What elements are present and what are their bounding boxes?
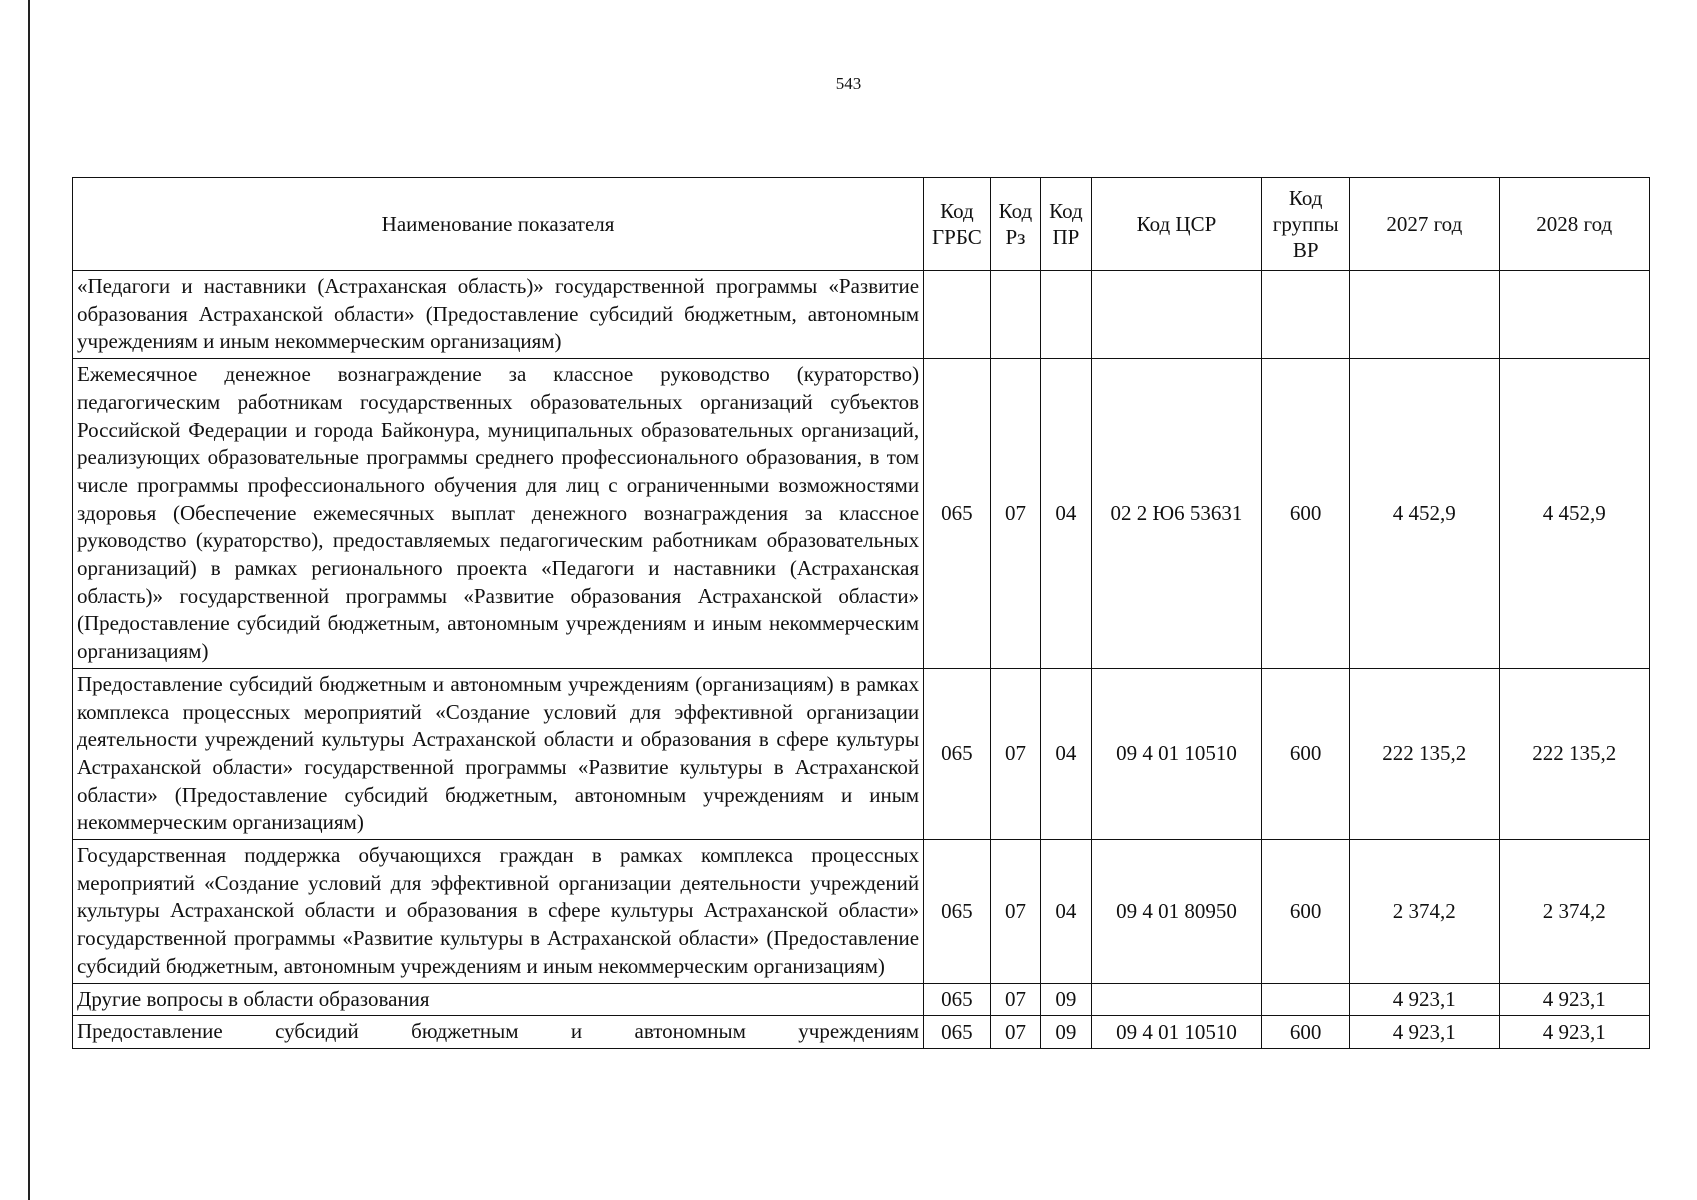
header-name: Наименование показателя <box>73 178 924 271</box>
header-csr: Код ЦСР <box>1091 178 1262 271</box>
page-number: 543 <box>835 74 862 93</box>
table-row <box>73 359 1650 669</box>
row-pr: 09 <box>1041 983 1091 1016</box>
table-row <box>73 983 1650 1016</box>
row-rz: 07 <box>990 983 1040 1016</box>
row-2027: 4 923,1 <box>1350 1016 1499 1049</box>
row-2028 <box>1499 271 1650 359</box>
budget-table <box>72 177 1650 1049</box>
row-vr: 600 <box>1262 1016 1350 1049</box>
row-grbs: 065 <box>924 983 991 1016</box>
header-year-2028: 2028 год <box>1499 178 1650 271</box>
row-name: Другие вопросы в области образования <box>73 983 924 1016</box>
row-csr: 02 2 Ю6 53631 <box>1091 359 1262 669</box>
row-2027: 2 374,2 <box>1350 840 1499 984</box>
row-pr: 04 <box>1041 840 1091 984</box>
row-name: «Педагоги и наставники (Астраханская область)» государственной программы «Развитие образования Астраханской области» (Предоставление субсидий бюджетным, автономным учреждениям и иным некоммерческим организациям) <box>73 271 924 359</box>
header-grbs: Код ГРБС <box>924 178 991 271</box>
row-grbs: 065 <box>924 840 991 984</box>
row-grbs: 065 <box>924 359 991 669</box>
row-grbs: 065 <box>924 1016 991 1049</box>
row-2028: 4 923,1 <box>1499 1016 1650 1049</box>
row-2028: 4 452,9 <box>1499 359 1650 669</box>
row-vr: 600 <box>1262 359 1350 669</box>
row-vr <box>1262 983 1350 1016</box>
row-vr: 600 <box>1262 840 1350 984</box>
row-name: Предоставление субсидий бюджетным и автономным учреждениям (организациям) в рамках комплекса процессных мероприятий «Создание условий для эффективной организации деятельности учреждений культуры Астраханской области и образования в сфере культуры Астраханской области» государственной программы «Развитие культуры в Астраханской области» (Предоставление субсидий бюджетным, автономным учреждениям и иным некоммерческим организациям) <box>73 668 924 839</box>
row-name: Ежемесячное денежное вознаграждение за классное руководство (кураторство) педагогическим работникам государственных образовательных организаций субъектов Российской Федерации и города Байконура, муниципальных образовательных организаций, реализующих образовательные программы среднего профессионального образования, в том числе программы профессионального обучения для лиц с ограниченными возможностями здоровья (Обеспечение ежемесячных выплат денежного вознаграждения за классное руководство (кураторство), предоставляемых педагогическим работникам образовательных организаций) в рамках регионального проекта «Педагоги и наставники (Астраханская область)» государственной программы «Развитие образования Астраханской области» (Предоставление субсидий бюджетным, автономным учреждениям и иным некоммерческим организациям) <box>73 359 924 669</box>
row-name: Государственная поддержка обучающихся граждан в рамках комплекса процессных мероприятий «Создание условий для эффективной организации деятельности учреждений культуры Астраханской области и образования в сфере культуры Астраханской области» государственной программы «Развитие культуры в Астраханской области» (Предоставление субсидий бюджетным, автономным учреждениям и иным некоммерческим организациям) <box>73 840 924 984</box>
table-header-row <box>73 178 1650 271</box>
row-vr <box>1262 271 1350 359</box>
row-csr <box>1091 983 1262 1016</box>
row-rz: 07 <box>990 840 1040 984</box>
row-rz: 07 <box>990 668 1040 839</box>
row-2027 <box>1350 271 1499 359</box>
row-csr: 09 4 01 80950 <box>1091 840 1262 984</box>
row-pr: 04 <box>1041 359 1091 669</box>
row-name: Предоставление субсидий бюджетным и автономным учреждениям <box>73 1016 924 1049</box>
row-2027: 4 923,1 <box>1350 983 1499 1016</box>
row-2027: 222 135,2 <box>1350 668 1499 839</box>
row-2027: 4 452,9 <box>1350 359 1499 669</box>
header-rz: Код Рз <box>990 178 1040 271</box>
table-row <box>73 1016 1650 1049</box>
header-pr: Код ПР <box>1041 178 1091 271</box>
row-grbs: 065 <box>924 668 991 839</box>
row-csr: 09 4 01 10510 <box>1091 668 1262 839</box>
row-2028: 222 135,2 <box>1499 668 1650 839</box>
row-pr: 04 <box>1041 668 1091 839</box>
left-margin-rule <box>28 0 30 1200</box>
row-rz: 07 <box>990 1016 1040 1049</box>
row-2028: 4 923,1 <box>1499 983 1650 1016</box>
table-row <box>73 840 1650 984</box>
row-rz: 07 <box>990 359 1040 669</box>
row-csr <box>1091 271 1262 359</box>
header-vr: Код группы ВР <box>1262 178 1350 271</box>
row-2028: 2 374,2 <box>1499 840 1650 984</box>
row-csr: 09 4 01 10510 <box>1091 1016 1262 1049</box>
table-row <box>73 271 1650 359</box>
row-rz <box>990 271 1040 359</box>
row-pr <box>1041 271 1091 359</box>
row-pr: 09 <box>1041 1016 1091 1049</box>
row-grbs <box>924 271 991 359</box>
row-vr: 600 <box>1262 668 1350 839</box>
table-row <box>73 668 1650 839</box>
header-year-2027: 2027 год <box>1350 178 1499 271</box>
